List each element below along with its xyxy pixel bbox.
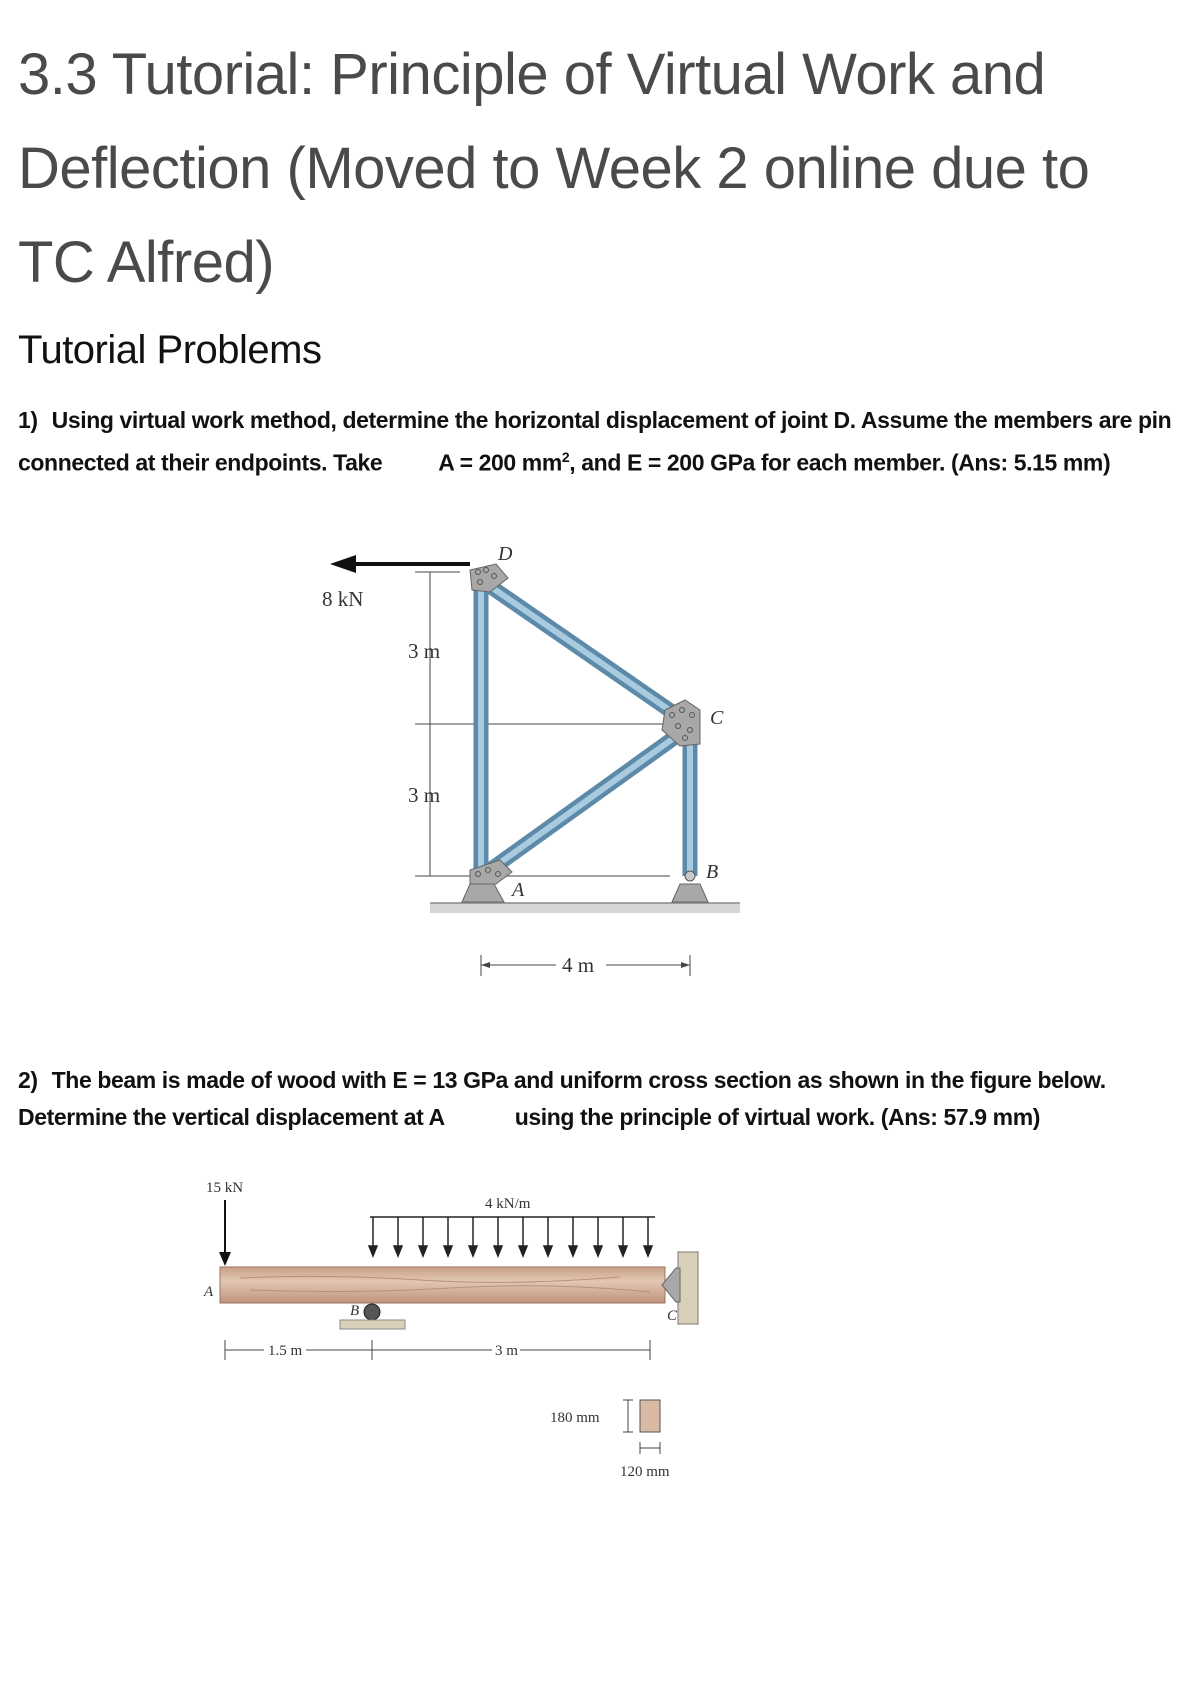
dim-width-arrow-right	[681, 962, 690, 968]
section-height-label: 180 mm	[550, 1410, 600, 1426]
problem-1-text-c: , and E = 200 GPa for each member. (Ans: 5.15 mm)	[569, 449, 1111, 476]
wall-c	[678, 1252, 698, 1324]
support-a	[462, 884, 504, 902]
problem-2-text-a: The beam is made of wood with E = 13 GPa and uniform cross section as shown in the figure below. Determine the vertical displacement at A	[18, 1067, 1106, 1130]
dim-width-arrow-left	[481, 962, 490, 968]
point-load-head	[219, 1252, 231, 1266]
point-a-label: A	[204, 1284, 214, 1300]
problem-1-text	[18, 402, 1188, 482]
support-b	[672, 884, 708, 902]
problem-2-text	[18, 1062, 1188, 1136]
point-c-label: C	[667, 1308, 678, 1324]
truss-figure	[300, 540, 760, 1000]
problem-1-text-a: Using virtual work method, determine the horizontal displacement of joint D. Assume the members are pin connected at their endpoints. Take	[18, 407, 1172, 476]
problem-1-sup: 2	[561, 449, 570, 465]
rivets	[476, 568, 695, 877]
beam-figure	[180, 1160, 740, 1490]
page-title	[18, 28, 1188, 310]
pin-b	[685, 871, 695, 881]
problem-2-number: 2)	[18, 1067, 38, 1093]
dim-lower-label: 3 m	[408, 783, 441, 807]
joint-b-label: B	[706, 861, 719, 883]
joint-a-label: A	[512, 879, 525, 901]
dim-right-label: 3 m	[495, 1343, 518, 1359]
ground-hatch	[430, 903, 740, 913]
joint-d-label: D	[498, 543, 513, 565]
dim-width-label: 4 m	[562, 953, 595, 977]
point-b-label: B	[350, 1303, 360, 1319]
point-load-label: 15 kN	[206, 1180, 244, 1196]
dist-load-arrows	[369, 1217, 652, 1256]
title-line-2: Deflection (Moved to Week 2 online due to	[18, 136, 1090, 201]
cross-section	[640, 1400, 660, 1432]
member-dc-highlight	[481, 580, 678, 716]
title-line-3: TC Alfred)	[18, 230, 275, 295]
problem-1-number: 1)	[18, 407, 38, 433]
dim-upper-label: 3 m	[408, 639, 441, 663]
problem-2-text-b: using the principle of virtual work. (Ans: 57.9 mm)	[514, 1104, 1041, 1130]
wood-beam	[220, 1267, 665, 1303]
section-heading: Tutorial Problems	[18, 328, 322, 372]
member-ac-highlight	[490, 735, 678, 870]
load-label: 8 kN	[322, 587, 364, 611]
problem-1-text-b: A = 200 mm	[438, 449, 562, 476]
roller-b	[364, 1304, 380, 1320]
dist-load-label: 4 kN/m	[485, 1196, 531, 1212]
load-arrow-head	[330, 555, 356, 573]
dim-left-label: 1.5 m	[268, 1343, 303, 1359]
joint-c-label: C	[710, 707, 724, 729]
ground-b	[340, 1320, 405, 1329]
title-line-1: 3.3 Tutorial: Principle of Virtual Work and	[18, 42, 1046, 107]
section-width-label: 120 mm	[620, 1464, 670, 1480]
